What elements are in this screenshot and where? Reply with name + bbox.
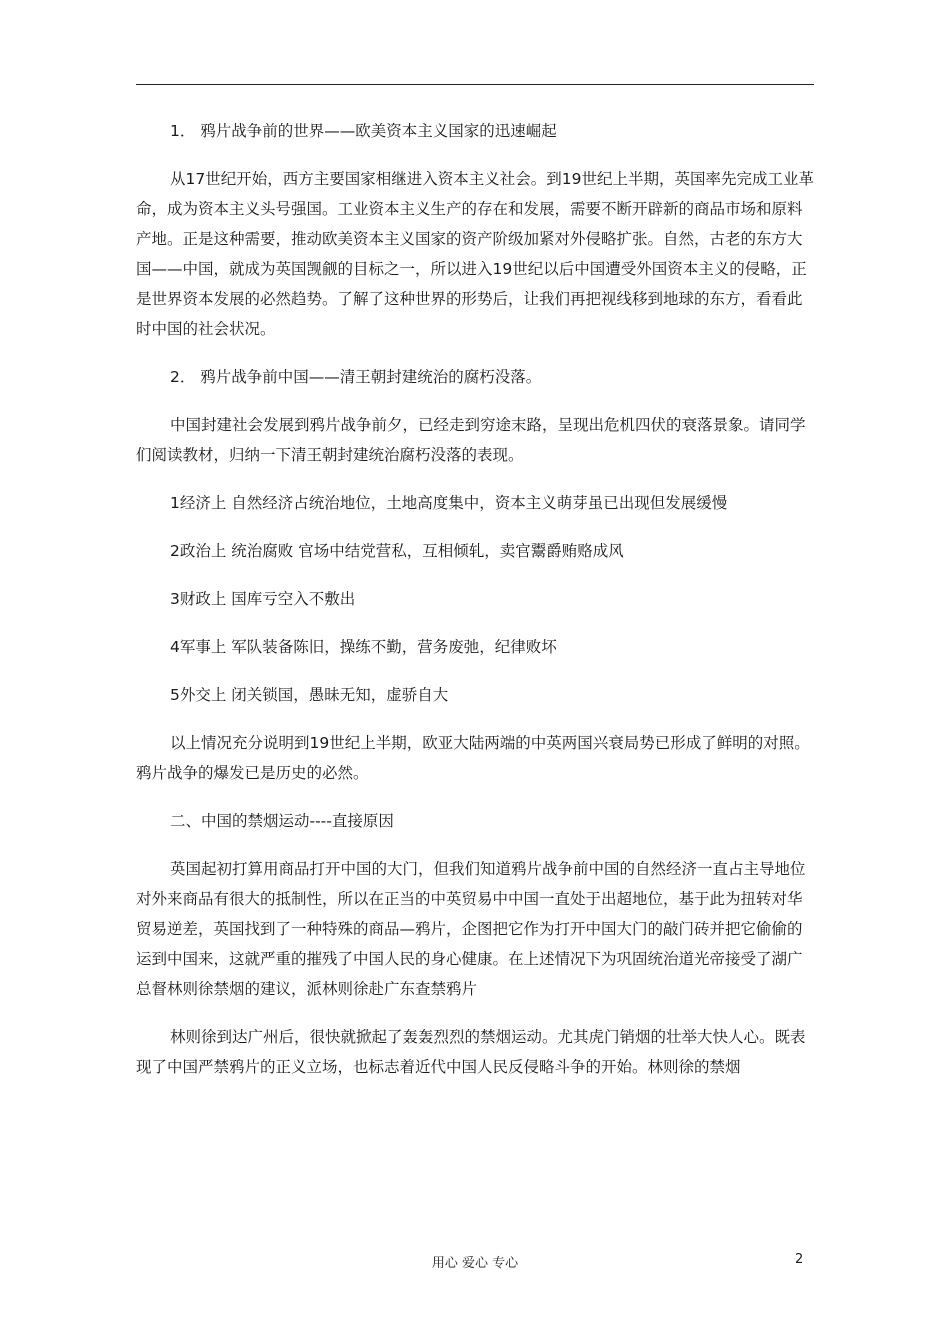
paragraph-heading-2: 2． 鸦片战争前中国——清王朝封建统治的腐朽没落。 [170, 368, 542, 386]
paragraph-3: 以上情况充分说明到19世纪上半期，欧亚大陆两端的中英两国兴衰局势已形成了鲜明的对照。鸦片战争的爆发已是历史的必然。 [136, 734, 810, 782]
paragraph-1: 从17世纪开始，西方主要国家相继进入资本主义社会。到19世纪上半期，英国率先完成工业革命，成为资本主义头号强国。工业资本主义生产的存在和发展，需要不断开辟新的商品市场和原料产地。正是这种需要，推动欧美资本主义国家的资产阶级加紧对外侵略扩张。自然，古老的东方大国——中国，就成为英国觊觎的目标之一，所以进入19世纪以后中国遭受外国资本主义的侵略，正是世界资本发展的必然趋势。了解了这种世界的形势后，让我们再把视线移到地球的东方，看看此时中国的社会状况。 [136, 170, 814, 338]
paragraph-5: 林则徐到达广州后，很快就掀起了轰轰烈烈的禁烟运动。尤其虎门销烟的壮举大快人心。既表现了中国严禁鸦片的正义立场，也标志着近代中国人民反侵略斗争的开始。林则徐的禁烟 [136, 1028, 806, 1076]
paragraph-4: 英国起初打算用商品打开中国的大门，但我们知道鸦片战争前中国的自然经济一直占主导地位对外来商品有很大的抵制性，所以在正当的中英贸易中中国一直处于出超地位，基于此为扭转对华贸易逆差，英国找到了一种特殊的商品—鸦片，企图把它作为打开中国大门的敲门砖并把它偷偷的运到中国来，这就严重的摧残了中国人民的身心健康。在上述情况下为巩固统治道光帝接受了湖广总督林则徐禁烟的建议，派林则徐赴广东查禁鸦片 [136, 860, 806, 998]
list-item-politics: 2政治上 统治腐败 官场中结党营私，互相倾轧，卖官鬻爵贿赂成风 [170, 542, 624, 560]
footer-motto: 用心 爱心 专心 [431, 1256, 519, 1271]
list-item-military: 4军事上 军队装备陈旧，操练不勤，营务废弛，纪律败坏 [170, 638, 557, 656]
page-number: 2 [795, 1252, 804, 1267]
section-heading: 二、中国的禁烟运动----直接原因 [170, 812, 394, 830]
paragraph-2: 中国封建社会发展到鸦片战争前夕，已经走到穷途末路，呈现出危机四伏的衰落景象。请同学们阅读教材，归纳一下清王朝封建统治腐朽没落的表现。 [136, 416, 806, 464]
document-body [136, 116, 814, 1100]
header-rule [136, 84, 814, 85]
list-item-economy: 1经济上 自然经济占统治地位，土地高度集中，资本主义萌芽虽已出现但发展缓慢 [170, 494, 728, 512]
list-item-diplomacy: 5外交上 闭关锁国，愚昧无知，虚骄自大 [170, 686, 449, 704]
paragraph-heading-1: 1． 鸦片战争前的世界——欧美资本主义国家的迅速崛起 [170, 122, 557, 140]
list-item-finance: 3财政上 国库亏空入不敷出 [170, 590, 356, 608]
